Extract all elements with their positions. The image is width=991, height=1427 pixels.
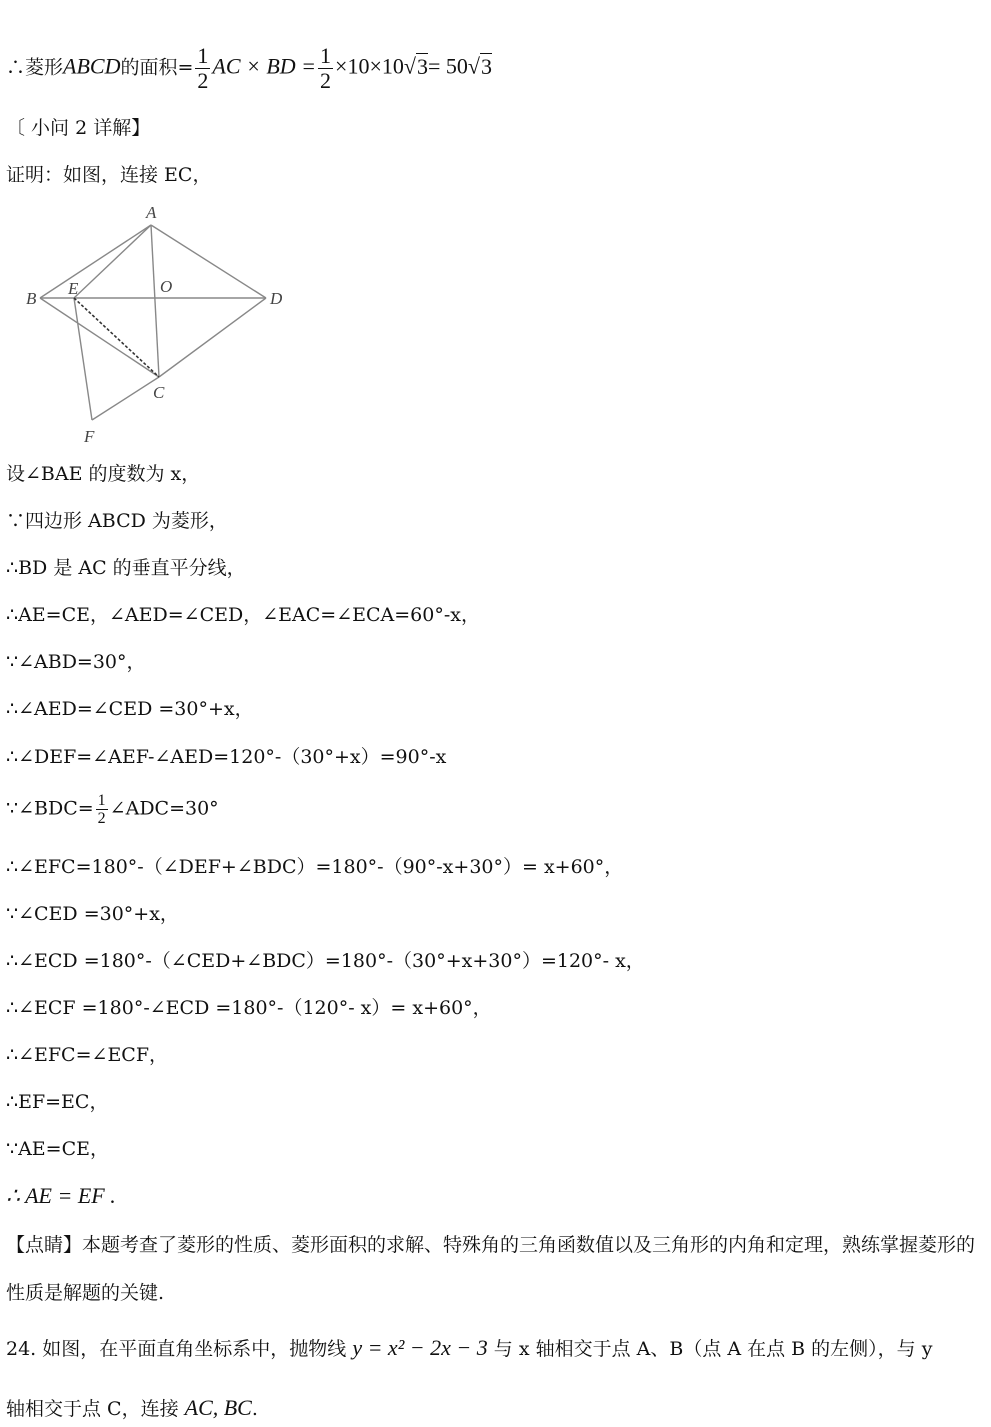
diagonal-AC bbox=[151, 225, 159, 377]
edge-CB bbox=[40, 298, 159, 377]
edge-DC bbox=[159, 298, 266, 377]
label-D: D bbox=[270, 289, 283, 308]
proof-step-3: ∴BD 是 AC 的垂直平分线， bbox=[6, 557, 246, 579]
label-O: O bbox=[160, 277, 173, 296]
proof-step-7: ∴∠DEF=∠AEF-∠AED=120°-（30°+x）=90°-x bbox=[6, 746, 447, 768]
fraction-half-1: $\frac{1}{2}$ bbox=[197, 43, 209, 93]
label-A: A bbox=[146, 203, 157, 222]
proof-step-8: ∵∠BDC= $\frac{1}{2}$ ∠ADC=30° bbox=[6, 792, 219, 827]
proof-step-5: ∵∠ABD=30°， bbox=[6, 651, 146, 673]
proof-step-14: ∴EF=EC， bbox=[6, 1091, 109, 1113]
area-formula-line bbox=[6, 44, 492, 93]
area-text-prefix: ∴菱形 bbox=[6, 56, 64, 79]
edge-AB bbox=[40, 225, 151, 298]
label-C: C bbox=[153, 383, 165, 402]
label-E: E bbox=[68, 279, 79, 298]
proof-intro: 证明：如图，连接 EC， bbox=[6, 164, 212, 186]
area-text-mid: 的面积= bbox=[120, 56, 194, 79]
proof-step-15: ∵AE=CE， bbox=[6, 1138, 110, 1160]
sqrt-symbol-2: √ bbox=[467, 53, 480, 79]
comment-paragraph: 【点睛】本题考查了菱形的性质、菱形面积的求解、特殊角的三角函数值以及三角形的内角和定理，熟练掌握菱形的性质是解题的关键. bbox=[6, 1234, 976, 1304]
area-expr-2b: = 50 bbox=[427, 53, 468, 79]
rhombus-name: ABCD bbox=[63, 53, 121, 79]
proof-step-9: ∴∠EFC=180°-（∠DEF+∠BDC）=180°-（90°-x+30°）= x+60°， bbox=[6, 856, 624, 878]
segments-AC-BC: AC, BC bbox=[184, 1395, 252, 1420]
sqrt-symbol-1: √ bbox=[403, 53, 416, 79]
proof-step-10: ∵∠CED =30°+x， bbox=[6, 903, 179, 925]
proof-step-4: ∴AE=CE，∠AED=∠CED，∠EAC=∠ECA=60°-x， bbox=[6, 604, 480, 626]
area-expr-2a: ×10×10 bbox=[335, 53, 404, 79]
question-24-line-2: 轴相交于点 C，连接 AC, BC. bbox=[6, 1395, 258, 1420]
sqrt-radicand-2: 3 bbox=[480, 53, 492, 79]
segment-EC-dashed bbox=[74, 298, 159, 377]
parabola-equation: y = x² − 2x − 3 bbox=[352, 1335, 488, 1360]
proof-conclusion: ∴ AE = EF . bbox=[6, 1183, 116, 1208]
label-B: B bbox=[26, 289, 37, 308]
segment-FC bbox=[92, 377, 159, 420]
proof-step-6: ∴∠AED=∠CED =30°+x， bbox=[6, 698, 254, 720]
question-24-line-1: 24. 如图，在平面直角坐标系中，抛物线 y = x² − 2x − 3 与 x 轴相交于点 A、B（点 A 在点 B 的左侧），与 y bbox=[6, 1335, 933, 1360]
proof-step-12: ∴∠ECF =180°-∠ECD =180°-（120°- x）= x+60°， bbox=[6, 997, 492, 1019]
area-expr-1: AC × BD = bbox=[212, 53, 317, 79]
sqrt-radicand-1: 3 bbox=[416, 53, 428, 79]
proof-step-1: 设∠BAE 的度数为 x， bbox=[6, 463, 201, 485]
fraction-half-2: $\frac{1}{2}$ bbox=[320, 43, 332, 93]
segment-AE bbox=[74, 225, 151, 298]
segment-EF bbox=[74, 298, 92, 420]
subquestion-2-header: 〔 小问 2 详解】 bbox=[6, 117, 151, 139]
proof-step-11: ∴∠ECD =180°-（∠CED+∠BDC）=180°-（30°+x+30°）=120°- x， bbox=[6, 950, 645, 972]
label-F: F bbox=[84, 427, 95, 446]
rhombus-figure bbox=[20, 200, 300, 450]
proof-step-2: ∵四边形 ABCD 为菱形， bbox=[6, 510, 228, 532]
proof-step-13: ∴∠EFC=∠ECF， bbox=[6, 1044, 169, 1066]
fraction-half-3: $\frac{1}{2}$ bbox=[97, 792, 106, 827]
